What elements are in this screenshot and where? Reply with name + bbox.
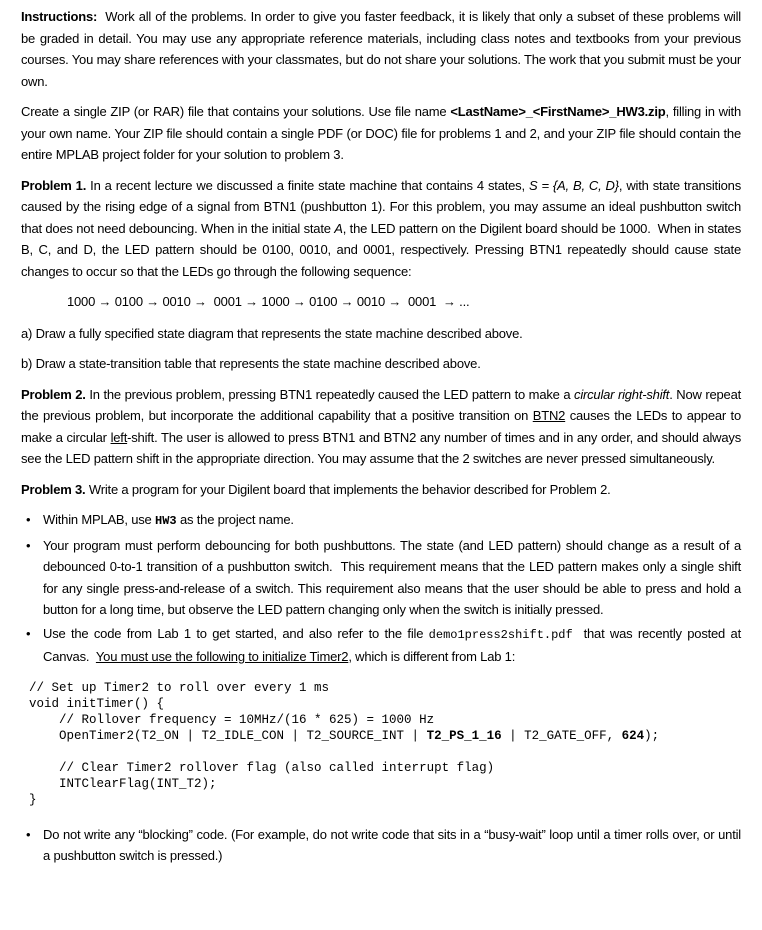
problem2-label: Problem 2. — [21, 386, 86, 402]
bullet-icon: • — [26, 537, 31, 553]
list-item-project-name — [21, 509, 741, 533]
period-624-text: 624 — [621, 728, 645, 743]
code-run: ); — [644, 728, 660, 743]
text-run: Your program must perform debouncing for both pushbuttons. The state (and LED pattern) should change as a result of a debounced 0-to-1 transition of a pushbutton switch. This requirement means that the LED pattern makes only a single shift for any single press-and-release of a switch. This requirement also means that the user should be able to press and hold a button for a long time, but observe the LED pattern changing only when the switch is initially pressed. — [43, 537, 741, 617]
text-run: , filling in with your own name. Your ZIP file should contain a single PDF (or DOC) file for problems 1 and 2, and your ZIP file should contain the entire MPLAB project folder for your solution to problem 3. — [21, 104, 741, 162]
code-run: OpenTimer2(T2_ON | T2_IDLE_CON | T2_SOURCE_INT | — [29, 728, 427, 743]
led-sequence-line: 1000 → 0100 → 0010 → 0001 → 1000 → 0100 → 0010 → 0001 → ... — [67, 294, 470, 309]
text-run: Work all of the problems. In order to give you faster feedback, it is likely that only a subset of these problems will be graded in detail. You may use any appropriate reference materials, including class notes and textbooks from your previous courses. You may share references with your classmates, but do not share your solutions. The work that you submit must be your own. — [21, 9, 741, 89]
hw3-project-name-text: HW3 — [155, 514, 177, 528]
code-line: // Clear Timer2 rollover flag (also called interrupt flag) — [29, 760, 495, 775]
text-run: causes the LEDs to appear to make a circular — [21, 408, 741, 445]
timer2-code-block — [29, 680, 741, 808]
bullet-icon: • — [26, 625, 31, 641]
text-run: . Now repeat the previous problem, but incorporate the additional capability that a positive transition on — [21, 386, 742, 423]
t2-ps-1-16-text: T2_PS_1_16 — [426, 728, 502, 743]
timer2-requirement-text: You must use the following to initialize Timer2 — [95, 649, 349, 664]
code-line: // Set up Timer2 to roll over every 1 ms — [29, 680, 330, 695]
instructions-paragraph — [21, 6, 741, 92]
text-run: Write a program for your Digilent board that implements the behavior described for Problem 2. — [85, 481, 611, 497]
text-run: Do not write any “blocking” code. (For example, do not write code that sits in a “busy-wait” loop until a timer rolls over, or until a pushbutton switch is pressed.) — [43, 826, 741, 863]
btn2-text: BTN2 — [532, 408, 566, 423]
list-item-lab1-code — [21, 623, 741, 668]
text-run: , with state transitions caused by the rising edge of a signal from BTN1 (pushbutton 1). For this problem, you may assume an ideal pushbutton switch that does not need debouncing. When in the initial state — [21, 177, 742, 236]
text-run: Create a single ZIP (or RAR) file that contains your solutions. Use file name — [21, 104, 451, 119]
bullet-text — [43, 509, 741, 533]
problem1-label: Problem 1. — [21, 177, 87, 193]
bullet-icon: • — [26, 512, 31, 527]
zip-filename-text: <LastName>_<FirstName>_HW3.zip — [450, 104, 666, 119]
problem2-paragraph — [21, 384, 741, 470]
problem1-paragraph — [21, 175, 741, 283]
text-run: , which is different from Lab 1: — [348, 649, 516, 664]
code-line: void initTimer() { — [29, 696, 165, 711]
problem3-paragraph — [21, 479, 741, 501]
text-run: as the project name. — [176, 512, 294, 527]
list-item-no-blocking — [21, 824, 741, 867]
text-run: In a recent lecture we discussed a finite state machine that contains 4 states, — [86, 177, 529, 193]
text-run: In the previous problem, pressing BTN1 repeatedly caused the LED pattern to make a — [85, 386, 575, 402]
state-set-text: S = {A, B, C, D} — [528, 177, 619, 193]
part-b-line: b) Draw a state-transition table that represents the state machine described above. — [21, 356, 481, 371]
state-a-text: A — [334, 220, 343, 236]
part-a-line: a) Draw a fully specified state diagram that represents the state machine described above. — [21, 325, 523, 341]
problem3-requirements-list — [21, 509, 741, 867]
bullet-text — [43, 623, 741, 668]
code-line-opentimer2 — [29, 728, 741, 744]
problem3-label: Problem 3. — [21, 481, 86, 497]
bullet-text — [43, 535, 741, 621]
left-text: left — [110, 429, 128, 445]
bullet-text — [43, 824, 741, 867]
code-line: } — [29, 792, 37, 807]
list-item-debouncing — [21, 535, 741, 621]
circular-right-shift-text: circular right-shift — [574, 386, 670, 402]
text-run: Within MPLAB, use — [43, 512, 155, 527]
text-run: -shift. The user is allowed to press BTN1 and BTN2 any number of times and in any order, and should always see the LED pattern shift in the appropriate direction. You may assume that the 2 switches are never pressed simultaneously. — [21, 429, 741, 466]
zip-file-paragraph — [21, 101, 741, 166]
text-run: Use the code from Lab 1 to get started, and also refer to the file — [43, 625, 429, 641]
text-run: , the LED pattern on the Digilent board should be 1000. When in states B, C, and D, the LED pattern should be 0100, 0010, and 0001, respectively. Pressing BTN1 repeatedly should cause state changes to occur so that the LEDs go through the following sequence: — [21, 220, 741, 279]
bullet-icon: • — [26, 826, 31, 842]
text-run: that was recently posted at Canvas. — [43, 625, 741, 664]
code-run: | T2_GATE_OFF, — [501, 728, 622, 743]
code-line-blank — [29, 744, 741, 760]
code-line: INTClearFlag(INT_T2); — [29, 776, 217, 791]
code-line: // Rollover frequency = 10MHz/(16 * 625) = 1000 Hz — [29, 712, 435, 727]
demo-pdf-filename-text: demo1press2shift.pdf — [428, 627, 573, 642]
instructions-label: Instructions: — [21, 9, 98, 24]
